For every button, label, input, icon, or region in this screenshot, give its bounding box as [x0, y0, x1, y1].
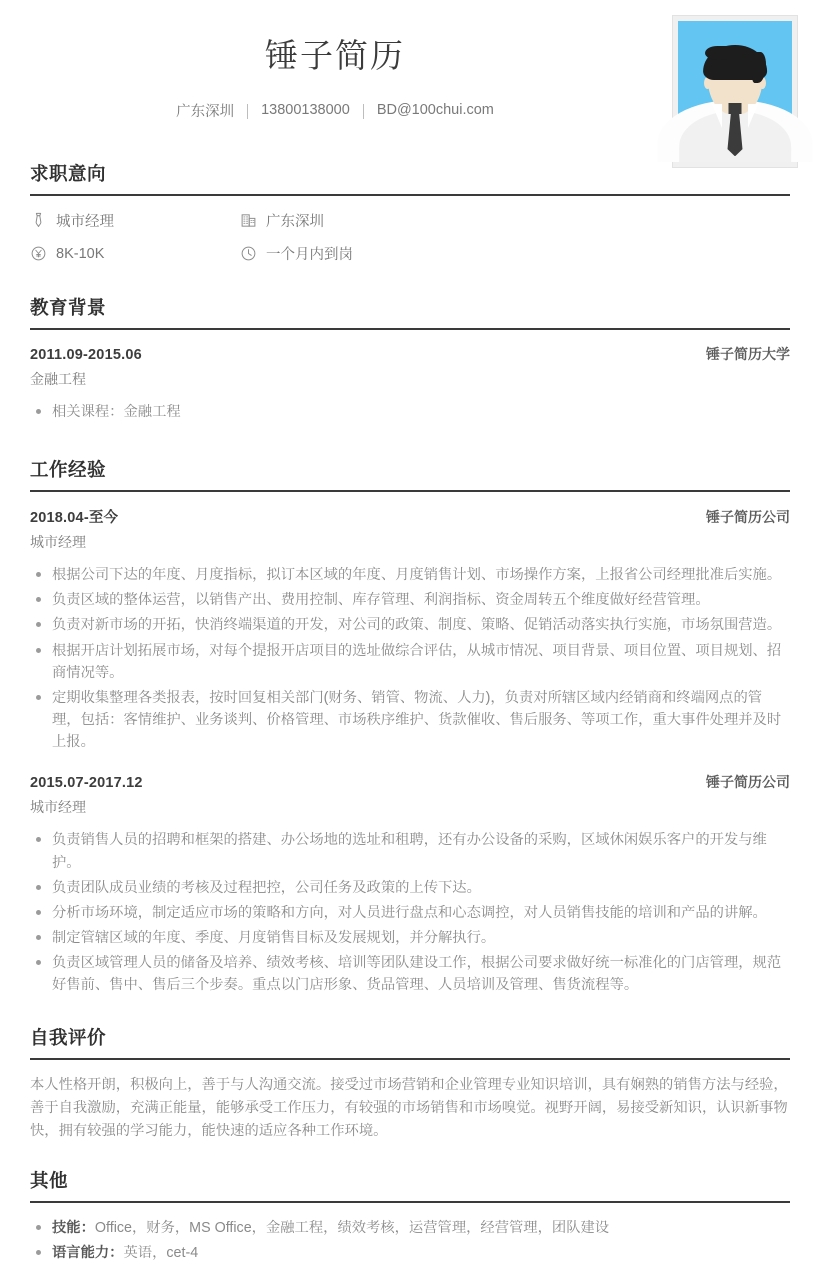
list-item: 制定管辖区域的年度、季度、月度销售目标及发展规划，并分解执行。	[30, 927, 790, 949]
skills-label: 技能：	[52, 1219, 95, 1236]
section-title-other: 其他	[30, 1169, 69, 1191]
work-entry-head	[30, 772, 790, 792]
list-item: 负责团队成员业绩的考核及过程把控，公司任务及政策的上传下达。	[30, 877, 790, 899]
list-item: 负责区域的整体运营，以销售产出、费用控制、库存管理、利润指标、资金周转五个维度做好经营管理。	[30, 589, 790, 611]
tie-icon	[30, 212, 47, 229]
list-item: 分析市场环境，制定适应市场的策略和方向，对人员进行盘点和心态调控，对人员销售技能的培训和产品的讲解。	[30, 902, 790, 924]
section-divider	[30, 1201, 790, 1203]
intent-position	[30, 210, 240, 231]
work-entry-head	[30, 506, 790, 527]
list-item: 相关课程：金融工程	[30, 401, 790, 423]
work-date: 2018.04-至今	[30, 510, 119, 527]
work-bullet-list	[30, 829, 790, 996]
work-entry	[30, 506, 790, 753]
intent-availability	[240, 243, 790, 264]
section-divider	[30, 490, 790, 492]
intent-location-value: 广东深圳	[266, 214, 324, 230]
list-item	[30, 1217, 790, 1239]
education-major: 金融工程	[30, 371, 86, 387]
education-date: 2011.09-2015.06	[30, 347, 142, 363]
work-company: 锤子简历公司	[706, 509, 790, 526]
section-self-evaluation	[0, 1024, 820, 1143]
work-company: 锤子简历公司	[706, 774, 790, 791]
list-item: 根据公司下达的年度、月度指标，拟订本区域的年度、月度销售计划、市场操作方案，上报省公司经理批准后实施。	[30, 564, 790, 586]
education-entry-head	[30, 344, 790, 364]
education-entry	[30, 344, 790, 423]
intent-position-value: 城市经理	[56, 214, 114, 230]
work-date: 2015.07-2017.12	[30, 775, 143, 792]
resume-header	[0, 0, 820, 160]
self-evaluation-text: 本人性格开朗，积极向上，善于与人沟通交流。接受过市场营销和企业管理专业知识培训，具有娴熟的销售方法与经验，善于自我激励，充满正能量，能够承受工作压力，有较强的市场销售和市场嗅觉。视野开阔，易接受新知识，认识新事物快，拥有较强的学习能力，能快速的适应各种工作环境。	[30, 1076, 788, 1139]
contact-line	[0, 100, 670, 121]
job-intent-grid	[30, 210, 790, 264]
work-title: 城市经理	[30, 534, 86, 551]
intent-salary-value: 8K-10K	[56, 245, 105, 262]
language-value: 英语，cet-4	[123, 1245, 199, 1262]
clock-icon	[240, 245, 257, 262]
list-item: 根据开店计划拓展市场，对每个提报开店项目的选址做综合评估，从城市情况、项目背景、项目位置、项目规划、招商情况等。	[30, 640, 790, 684]
building-icon	[240, 212, 257, 229]
other-bullet-list	[30, 1217, 790, 1264]
contact-email: BD@100chui.com	[376, 102, 494, 119]
contact-separator	[363, 104, 364, 119]
intent-availability-value: 一个月内到岗	[266, 247, 353, 263]
list-item: 负责销售人员的招聘和框架的搭建、办公场地的选址和租聘，还有办公设备的采购，区域休闲娱乐客户的开发与维护。	[30, 829, 790, 873]
list-item: 负责区域管理人员的储备及培养、绩效考核、培训等团队建设工作，根据公司要求做好统一标准化的门店管理，规范好售前、售中、售后三个步奏。重点以门店形象、货品管理、人员培训及管理、售货流程等。	[30, 952, 790, 996]
contact-phone: 13800138000	[261, 102, 350, 119]
list-item: 负责对新市场的开拓，快消终端渠道的开发，对公司的政策、制度、策略、促销活动落实执行实施，市场氛围营造。	[30, 614, 790, 636]
education-bullet-list	[30, 401, 790, 423]
skills-value: Office，财务，MS Office，金融工程，绩效考核，运营管理，经营管理，团队建设	[94, 1219, 610, 1236]
list-item	[30, 1242, 790, 1264]
contact-location: 广东深圳	[176, 103, 235, 120]
page-title: 锤子简历	[265, 37, 405, 74]
section-work-experience	[0, 456, 820, 996]
work-bullet-list	[30, 564, 790, 753]
avatar-photo-icon	[678, 21, 792, 162]
section-divider	[30, 194, 790, 196]
section-title-self-evaluation: 自我评价	[30, 1026, 107, 1048]
avatar	[672, 15, 798, 168]
section-education	[0, 294, 820, 423]
section-title-work-experience: 工作经验	[30, 459, 107, 481]
education-school: 锤子简历大学	[706, 346, 790, 362]
language-label: 语言能力：	[52, 1245, 124, 1262]
intent-location	[240, 210, 790, 231]
work-title: 城市经理	[30, 799, 86, 816]
section-title-education: 教育背景	[30, 297, 107, 318]
yen-icon	[30, 245, 47, 262]
section-job-intent	[0, 160, 820, 264]
intent-salary	[30, 243, 240, 264]
list-item: 定期收集整理各类报表，按时回复相关部门(财务、销管、物流、人力)，负责对所辖区域内经销商和终端网点的管理，包括：客情维护、业务谈判、价格管理、市场秩序维护、货款催收、售后服务、等项工作，重大事件处理并及时上报。	[30, 687, 790, 753]
section-other	[0, 1167, 820, 1264]
work-entry	[30, 772, 790, 996]
contact-separator	[247, 104, 248, 119]
section-divider	[30, 328, 790, 330]
section-divider	[30, 1058, 790, 1060]
section-title-job-intent: 求职意向	[30, 163, 107, 184]
